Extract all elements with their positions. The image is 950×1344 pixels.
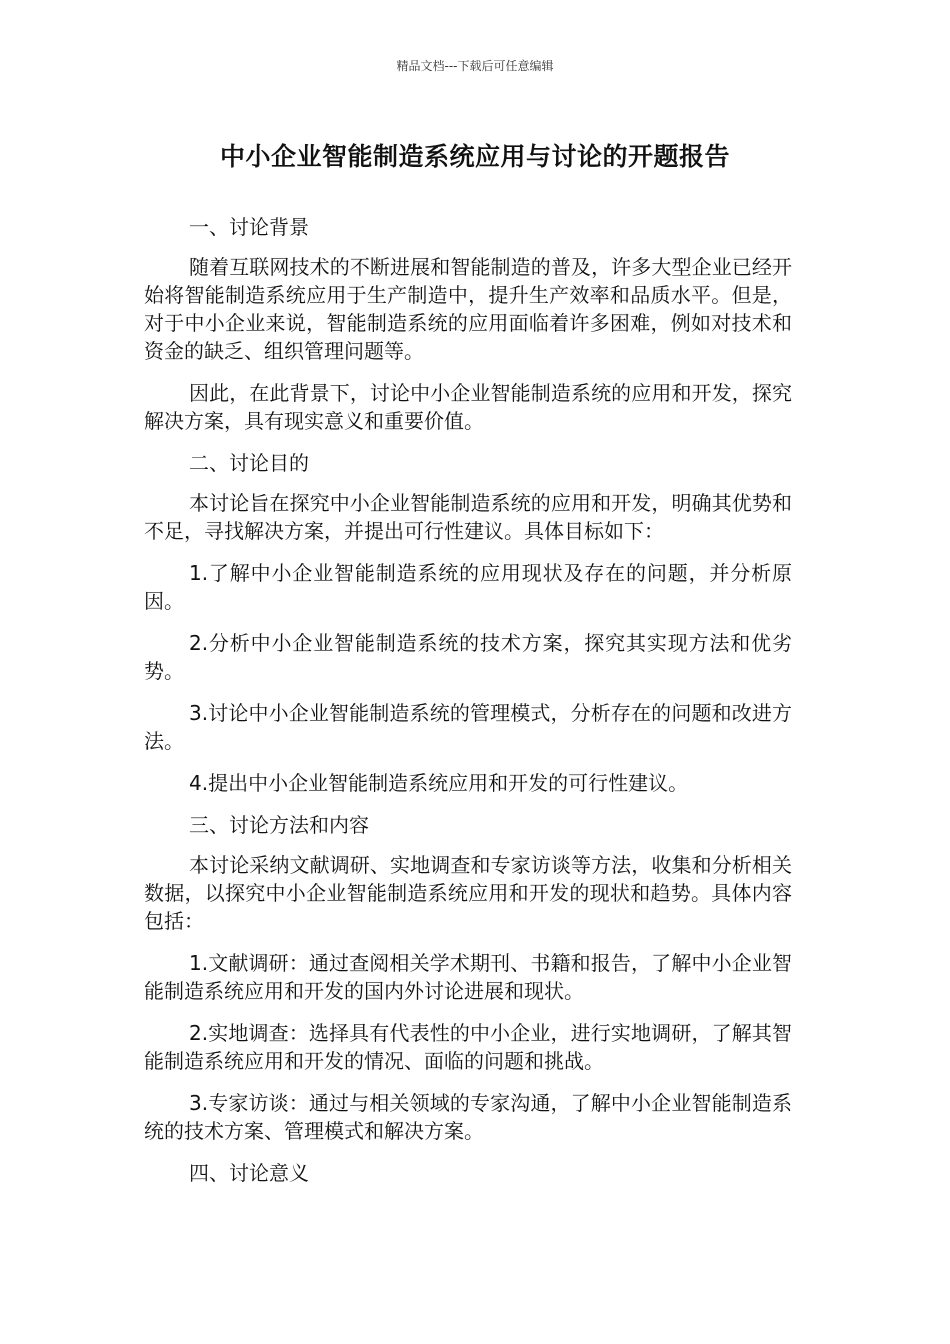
list-item: 1.了解中小企业智能制造系统的应用现状及存在的问题，并分析原因。 — [144, 561, 792, 613]
list-item: 2.实地调查：选择具有代表性的中小企业，进行实地调研，了解其智能制造系统应用和开发的情况、面临的问题和挑战。 — [144, 1021, 792, 1073]
section-heading-significance: 四、讨论意义 — [189, 1161, 309, 1185]
list-item: 3.专家访谈：通过与相关领域的专家沟通，了解中小企业智能制造系统的技术方案、管理模式和解决方案。 — [144, 1091, 792, 1143]
list-item: 3.讨论中小企业智能制造系统的管理模式，分析存在的问题和改进方法。 — [144, 701, 792, 753]
header-note: 精品文档---下载后可任意编辑 — [396, 59, 554, 73]
paragraph: 因此，在此背景下，讨论中小企业智能制造系统的应用和开发，探究解决方案，具有现实意义和重要价值。 — [144, 381, 792, 433]
list-item: 2.分析中小企业智能制造系统的技术方案，探究其实现方法和优劣势。 — [144, 631, 792, 683]
list-item: 4.提出中小企业智能制造系统应用和开发的可行性建议。 — [189, 771, 689, 795]
section-heading-methods: 三、讨论方法和内容 — [189, 813, 369, 837]
paragraph: 本讨论旨在探究中小企业智能制造系统的应用和开发，明确其优势和不足，寻找解决方案，并提出可行性建议。具体目标如下： — [144, 491, 792, 543]
section-heading-purpose: 二、讨论目的 — [189, 451, 309, 475]
list-item: 1.文献调研：通过查阅相关学术期刊、书籍和报告，了解中小企业智能制造系统应用和开发的国内外讨论进展和现状。 — [144, 951, 792, 1003]
paragraph: 随着互联网技术的不断进展和智能制造的普及，许多大型企业已经开始将智能制造系统应用于生产制造中，提升生产效率和品质水平。但是，对于中小企业来说，智能制造系统的应用面临着许多困难，例如对技术和资金的缺乏、组织管理问题等。 — [144, 255, 792, 363]
paragraph: 本讨论采纳文献调研、实地调查和专家访谈等方法，收集和分析相关数据，以探究中小企业智能制造系统应用和开发的现状和趋势。具体内容包括： — [144, 853, 792, 933]
section-heading-background: 一、讨论背景 — [189, 215, 309, 239]
document-title: 中小企业智能制造系统应用与讨论的开题报告 — [219, 142, 730, 171]
document-body — [144, 213, 792, 1199]
